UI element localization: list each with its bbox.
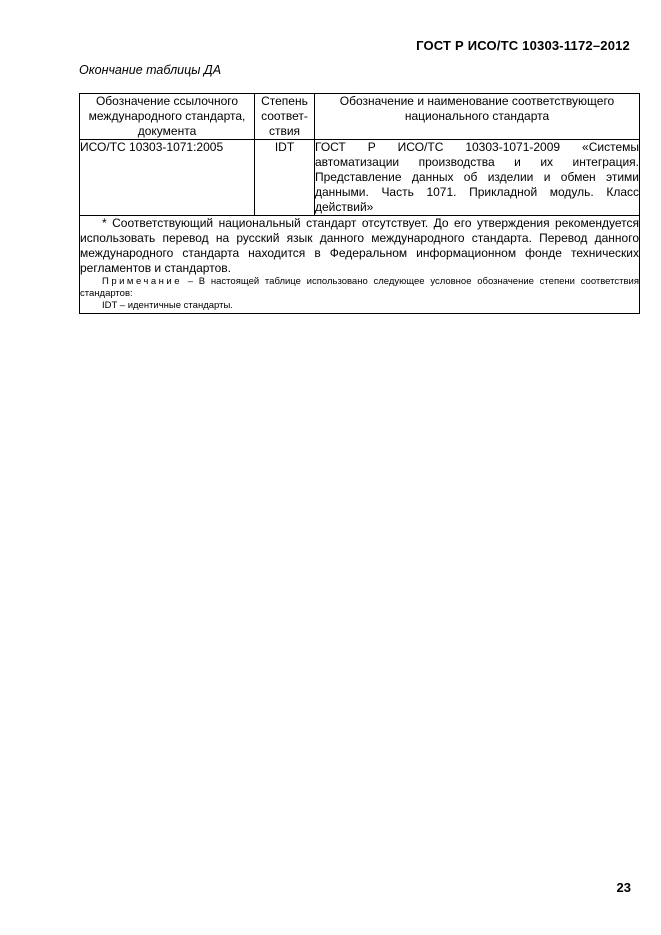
table-caption: Окончание таблицы ДА bbox=[79, 63, 222, 77]
note-idt: IDT – идентичные стандарты. bbox=[102, 300, 233, 311]
note-text: – В настоящей таблице использовано следующее условное обозначение степени соответствия стандартов: bbox=[80, 276, 639, 299]
table-notes bbox=[80, 216, 640, 314]
header-intl-standard: Обозначение ссылочного международного стандарта, документа bbox=[80, 94, 255, 140]
table-container bbox=[79, 93, 640, 314]
footnote: * Соответствующий национальный стандарт отсутствует. До его утверждения рекомендуется использовать перевод на русский язык данного международного стандарта. Перевод данного международного стандарта находится в Федеральном информационном фонде технических регламентов и стандартов. bbox=[80, 216, 639, 275]
table-row bbox=[80, 140, 640, 216]
note bbox=[80, 276, 639, 300]
cell-national-standard: ГОСТ Р ИСО/ТС 10303-1071-2009 «Системы автоматизации производства и их интеграция. Представление данных об изделии и обмен этими данными. Часть 1071. Прикладной модуль. Класс действий» bbox=[315, 140, 639, 214]
correspondence-table bbox=[79, 93, 640, 314]
table-notes-row bbox=[80, 216, 640, 314]
cell-degree: IDT bbox=[255, 140, 315, 216]
document-code: ГОСТ Р ИСО/ТС 10303-1172–2012 bbox=[416, 38, 630, 53]
table-header-row bbox=[80, 94, 640, 140]
header-national-standard: Обозначение и наименование соответствующего национального стандарта bbox=[315, 94, 640, 140]
page-number: 23 bbox=[616, 880, 631, 895]
header-degree: Степень соответ-ствия bbox=[255, 94, 315, 140]
cell-intl-standard: ИСО/ТС 10303-1071:2005 bbox=[80, 140, 255, 216]
note-label: Примечание bbox=[102, 276, 182, 287]
